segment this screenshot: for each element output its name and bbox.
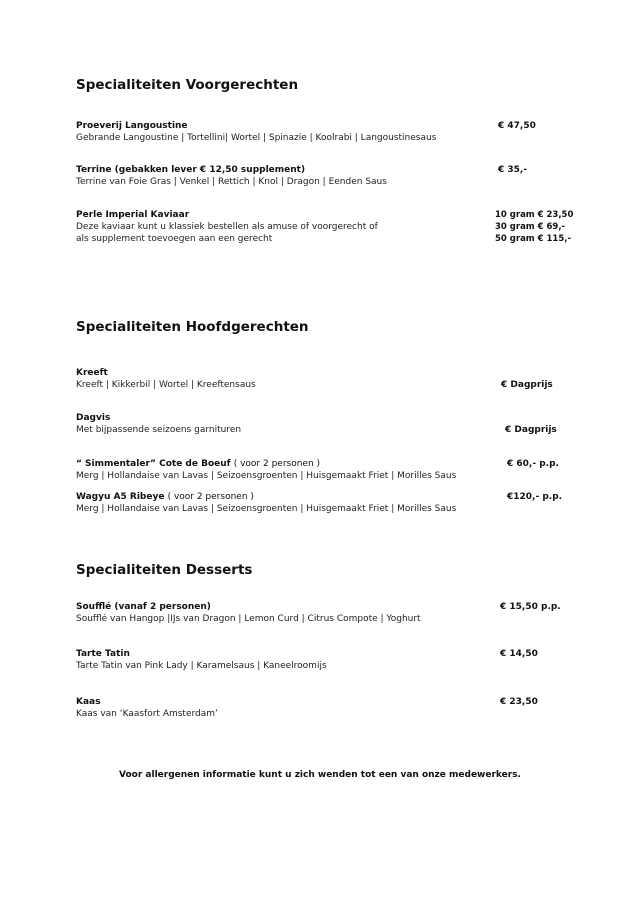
item-name: Proeverij Langoustine — [76, 121, 188, 131]
item-price: € 47,50 — [498, 121, 536, 131]
item-description: Tarte Tatin van Pink Lady | Karamelsaus | Kaneelroomijs — [76, 661, 327, 671]
item-name: Perle Imperial Kaviaar — [76, 210, 190, 220]
item-description: Merg | Hollandaise van Lavas | Seizoensgroenten | Huisgemaakt Friet | Morilles Saus — [76, 504, 457, 514]
item-price: € Dagprijs — [501, 380, 553, 390]
item-price: € 15,50 p.p. — [500, 602, 561, 612]
item-name-note: ( voor 2 personen ) — [167, 492, 254, 502]
section-title-voorgerechten: Specialiteiten Voorgerechten — [76, 77, 299, 93]
item-description-line2: als supplement toevoegen aan een gerecht — [76, 234, 273, 244]
allergen-footer-note: Voor allergenen informatie kunt u zich wenden tot een van onze medewerkers. — [119, 770, 521, 780]
item-name: Soufflé (vanaf 2 personen) — [76, 602, 211, 612]
price-50-gram: 50 gram € 115,- — [495, 234, 571, 244]
item-description: Deze kaviaar kunt u klassiek bestellen als amuse of voorgerecht of — [76, 222, 378, 232]
item-description: Merg | Hollandaise van Lavas | Seizoensgroenten | Huisgemaakt Friet | Morilles Saus — [76, 471, 457, 481]
item-price-list — [495, 209, 573, 245]
item-name-main: “ Simmentaler” Cote de Boeuf — [76, 459, 231, 469]
item-name — [76, 458, 576, 470]
item-price: €120,- p.p. — [507, 492, 563, 502]
item-price: € 60,- p.p. — [507, 459, 559, 469]
menu-item-cote-de-boeuf — [76, 458, 576, 482]
item-description: Gebrande Langoustine | Tortellini| Wortel | Spinazie | Koolrabi | Langoustinesaus — [76, 133, 437, 143]
price-30-gram: 30 gram € 69,- — [495, 222, 566, 232]
item-name: Kaas — [76, 697, 101, 707]
menu-item-dagvis — [76, 412, 576, 436]
item-price: € Dagprijs — [505, 425, 557, 435]
item-name: Tarte Tatin — [76, 649, 130, 659]
item-name — [76, 491, 576, 503]
item-description: Met bijpassende seizoens garnituren — [76, 425, 242, 435]
item-description: Kreeft | Kikkerbil | Wortel | Kreeftensaus — [76, 380, 256, 390]
menu-item-wagyu — [76, 491, 576, 515]
item-name: Kreeft — [76, 368, 108, 378]
item-price: € 23,50 — [500, 697, 538, 707]
item-price: € 14,50 — [500, 649, 538, 659]
item-name-main: Wagyu A5 Ribeye — [76, 492, 165, 502]
item-price: € 35,- — [498, 165, 528, 175]
item-name: Terrine (gebakken lever € 12,50 supplement) — [76, 165, 306, 175]
item-description: Soufflé van Hangop |IJs van Dragon | Lemon Curd | Citrus Compote | Yoghurt — [76, 614, 421, 624]
item-description: Kaas van ‘Kaasfort Amsterdam’ — [76, 709, 218, 719]
section-title-desserts: Specialiteiten Desserts — [76, 562, 253, 578]
item-description: Terrine van Foie Gras | Venkel | Rettich | Knol | Dragon | Eenden Saus — [76, 177, 387, 187]
section-title-hoofdgerechten: Specialiteiten Hoofdgerechten — [76, 319, 309, 335]
item-name: Dagvis — [76, 413, 111, 423]
price-10-gram: 10 gram € 23,50 — [495, 210, 574, 220]
item-name-note: ( voor 2 personen ) — [233, 459, 321, 469]
